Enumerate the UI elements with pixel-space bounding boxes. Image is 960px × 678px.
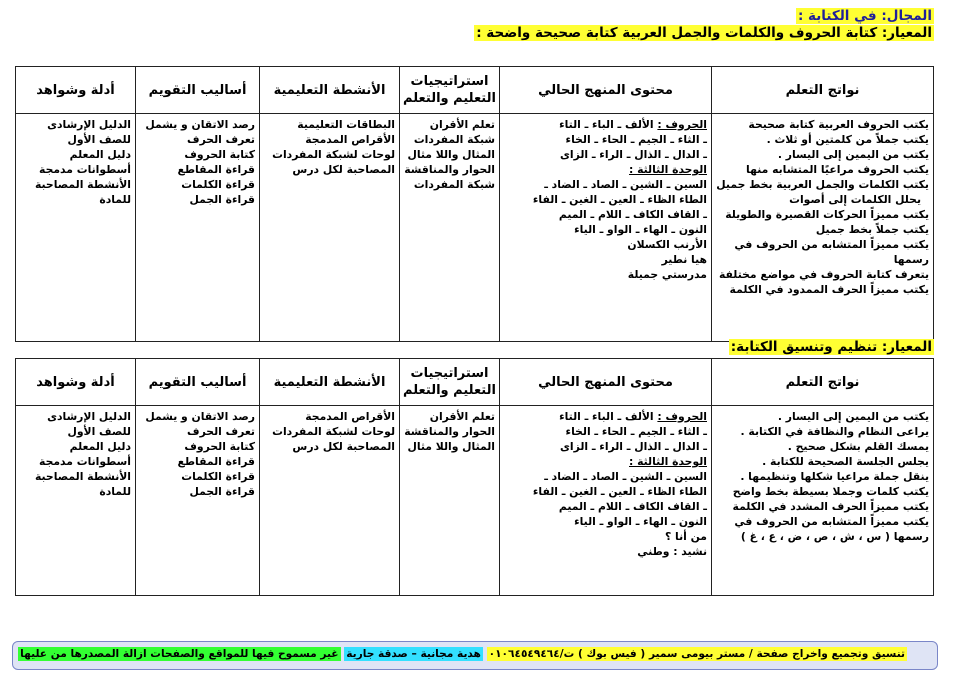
t1-strategy: المثال واللا مثال (407, 148, 495, 161)
t1-content-a: ـ الثاء ـ الجيم ـ الحاء ـ الخاء (565, 133, 707, 146)
col-strategies: استراتيجيات التعليم والتعلم (400, 67, 500, 114)
t2-outcome: يكتب من اليمين إلى اليسار . (777, 410, 929, 423)
t2-strategies-cell (400, 406, 500, 596)
t1-strategy: الحوار والمناقشة (404, 163, 495, 176)
t1-outcome: يكتب جملاً من كلمتين أو ثلاث . (766, 133, 929, 146)
t2-outcome: يكتب كلمات وجملا بسيطة بخط واضح (732, 485, 929, 498)
t2-activity: لوحات لشبكة المفردات (272, 425, 395, 438)
t1-evidence-cell (16, 114, 136, 342)
t2-evidence: الدليل الإرشادى (47, 410, 131, 423)
t2-outcome: يراعى النظام والنظافة في الكتابة . (740, 425, 929, 438)
t1-outcome: يحلل الكلمات إلى أصوات (789, 193, 921, 206)
t1-assessment: تعرف الحرف (187, 133, 255, 146)
t2-content-b: النون ـ الهاء ـ الواو ـ الياء (574, 515, 707, 528)
t2-content-a: الألف ـ الباء ـ التاء (559, 410, 654, 423)
t1-evidence: الأنشطة المصاحبة (34, 178, 131, 191)
t2-outcome: يجلس الجلسة الصحيحة للكتابة . (762, 455, 929, 468)
t2-evidence-cell (16, 406, 136, 596)
t2-content-head: الحروف : (657, 410, 707, 423)
t1-outcome: يكتب مميزاً المتشابه من الحروف في (734, 238, 929, 251)
table-2-header-row (16, 359, 934, 406)
t2-assessment: رصد الاتقان و يشمل (145, 410, 255, 423)
t2-assessment-cell (136, 406, 260, 596)
t1-evidence: الدليل الإرشادى (47, 118, 131, 131)
t1-evidence: للصف الأول (67, 133, 131, 146)
t2-content-a: ـ الدال ـ الذال ـ الراء ـ الزاى (560, 440, 707, 453)
footer-notice: غير مسموح فيها للمواقع والصفحات ازالة المصدرها من عليها (20, 648, 339, 660)
col-outcomes: نواتج التعلم (712, 359, 934, 406)
standard2-heading (729, 339, 934, 356)
t2-content-b: السين ـ الشين ـ الصاد ـ الضاد ـ (544, 470, 707, 483)
t2-content-a: ـ الثاء ـ الجيم ـ الحاء ـ الخاء (565, 425, 707, 438)
col-strategies: استراتيجيات التعليم والتعلم (400, 359, 500, 406)
t2-assessment: قراءة الجمل (189, 485, 255, 498)
domain-heading (796, 8, 934, 25)
domain-text: المجال: في الكتابة : (797, 8, 932, 24)
col-assessment: أساليب التقويم (136, 67, 260, 114)
t1-content-first (504, 117, 707, 132)
t2-assessment: تعرف الحرف (187, 425, 255, 438)
t2-content-b: الطاء الظاء ـ العين ـ الغين ـ الفاء (532, 485, 707, 498)
t1-outcome: يكتب من اليمين إلى اليسار . (777, 148, 929, 161)
t2-outcome: رسمها ( س ، ش ، ص ، ض ، ع ، غ ) (740, 530, 929, 543)
t1-unit-label: الوحدة الثالثة : (629, 163, 707, 176)
t2-outcome: يكتب مميزاً الحرف المشدد في الكلمة (732, 500, 929, 513)
t1-outcome: يكتب الحروف العربية كتابة صحيحة (748, 118, 929, 131)
t2-strategy: الحوار والمناقشة (404, 425, 495, 438)
t1-outcomes-cell (712, 114, 934, 342)
col-evidence: أدلة وشواهد (16, 359, 136, 406)
t2-assessment: قراءة الكلمات (181, 470, 255, 483)
t1-activities-cell (260, 114, 400, 342)
t1-content-b: ـ القاف الكاف ـ اللام ـ الميم (558, 208, 707, 221)
t1-strategy: شبكة المفردات (413, 133, 495, 146)
t2-activity: الأقراص المدمجة (305, 410, 395, 423)
t1-activity: البطاقات التعليمية (297, 118, 395, 131)
footer-gift: هدية مجانية – صدقة جارية (346, 648, 481, 660)
t1-content-head: الحروف : (657, 118, 707, 131)
t2-evidence: أسطوانات مدمجة (39, 455, 131, 468)
t1-content-b: هيا نطير (661, 253, 707, 266)
table-1-header-row (16, 67, 934, 114)
t2-outcome: ينقل جملة مراعيا شكلها وتنظيمها . (740, 470, 929, 483)
t1-outcome: يكتب جملاً بخط جميل (815, 223, 929, 236)
t2-content-cell (500, 406, 712, 596)
t1-activity: المصاحبة لكل درس (292, 163, 395, 176)
t1-outcome: يكتب مميزاً الحرف الممدود في الكلمة (729, 283, 929, 296)
t2-assessment: كتابة الحروف (184, 440, 255, 453)
t1-evidence: دليل المعلم (69, 148, 131, 161)
t1-assessment: كتابة الحروف (184, 148, 255, 161)
table-1 (15, 66, 934, 342)
t1-activity: لوحات لشبكة المفردات (272, 148, 395, 161)
t1-outcome: يكتب مميزاً الحركات القصيرة والطويلة (725, 208, 929, 221)
t1-outcome: يتعرف كتابة الحروف في مواضع مختلفة (718, 268, 929, 281)
col-activities: الأنشطة التعليمية (260, 359, 400, 406)
t1-content-b: النون ـ الهاء ـ الواو ـ الياء (574, 223, 707, 236)
footer-text-row (18, 648, 907, 660)
t1-evidence: أسطوانات مدمجة (39, 163, 131, 176)
footer-credit: تنسيق وتجميع واخراج صفحة / مستر بيومى سمير ( فيس بوك ) ت/٠١٠٦٤٥٤٩٤٦٤ (488, 648, 905, 660)
t2-activity: المصاحبة لكل درس (292, 440, 395, 453)
t1-content-b: مدرستي جميلة (627, 268, 707, 281)
standard2-text: المعيار: تنظيم وتنسيق الكتابة: (730, 339, 932, 355)
footer-banner (12, 641, 938, 670)
t1-strategies-cell (400, 114, 500, 342)
t2-strategy: المثال واللا مثال (407, 440, 495, 453)
col-outcomes: نواتج التعلم (712, 67, 934, 114)
t1-strategy: تعلم الأقران (429, 118, 495, 131)
t1-assessment: رصد الاتقان و يشمل (145, 118, 255, 131)
t1-assessment: قراءة الجمل (189, 193, 255, 206)
standard1-heading (474, 25, 934, 42)
t2-outcome: يمسك القلم بشكل صحيح . (787, 440, 929, 453)
t2-content-first (504, 409, 707, 424)
t1-content-a: ـ الدال ـ الذال ـ الراء ـ الزاى (560, 148, 707, 161)
t1-content-b: السين ـ الشين ـ الصاد ـ الضاد ـ (544, 178, 707, 191)
t1-assessment-cell (136, 114, 260, 342)
t2-outcome: يكتب مميزاً المتشابه من الحروف في (734, 515, 929, 528)
t1-activity: الأقراص المدمجة (305, 133, 395, 146)
t1-outcome: يكتب الكلمات والجمل العربية بخط جميل (716, 178, 929, 191)
col-assessment: أساليب التقويم (136, 359, 260, 406)
t2-activities-cell (260, 406, 400, 596)
t2-assessment: قراءة المقاطع (177, 455, 255, 468)
t2-outcomes-cell (712, 406, 934, 596)
t1-content-cell (500, 114, 712, 342)
t2-evidence: الأنشطة المصاحبة (34, 470, 131, 483)
t1-content-a: الألف ـ الباء ـ التاء (559, 118, 654, 131)
t1-strategy: شبكة المفردات (413, 178, 495, 191)
t2-evidence: للصف الأول (67, 425, 131, 438)
col-content: محتوى المنهج الحالي (500, 67, 712, 114)
standard1-text: المعيار: كتابة الحروف والكلمات والجمل العربية كتابة صحيحة واضحة : (476, 25, 932, 41)
table-2 (15, 358, 934, 596)
t2-strategy: تعلم الأقران (429, 410, 495, 423)
t1-outcome: يكتب الحروف مراعيًا المتشابه منها (746, 163, 929, 176)
col-activities: الأنشطة التعليمية (260, 67, 400, 114)
table-1-body-row (16, 114, 934, 342)
t2-content-b: من أنا ؟ (665, 530, 707, 543)
t2-unit-label: الوحدة الثالثة : (629, 455, 707, 468)
t2-evidence: للمادة (99, 485, 131, 498)
t1-content-b: الأرنب الكسلان (627, 238, 707, 251)
t1-evidence: للمادة (99, 193, 131, 206)
t1-assessment: قراءة الكلمات (181, 178, 255, 191)
t2-content-b: ـ القاف الكاف ـ اللام ـ الميم (558, 500, 707, 513)
t1-content-b: الطاء الظاء ـ العين ـ الغين ـ الفاء (532, 193, 707, 206)
col-evidence: أدلة وشواهد (16, 67, 136, 114)
t1-outcome: رسمها (893, 253, 929, 266)
col-content: محتوى المنهج الحالي (500, 359, 712, 406)
t1-assessment: قراءة المقاطع (177, 163, 255, 176)
table-2-body-row (16, 406, 934, 596)
t2-evidence: دليل المعلم (69, 440, 131, 453)
t2-content-b: نشيد : وطني (637, 545, 707, 558)
